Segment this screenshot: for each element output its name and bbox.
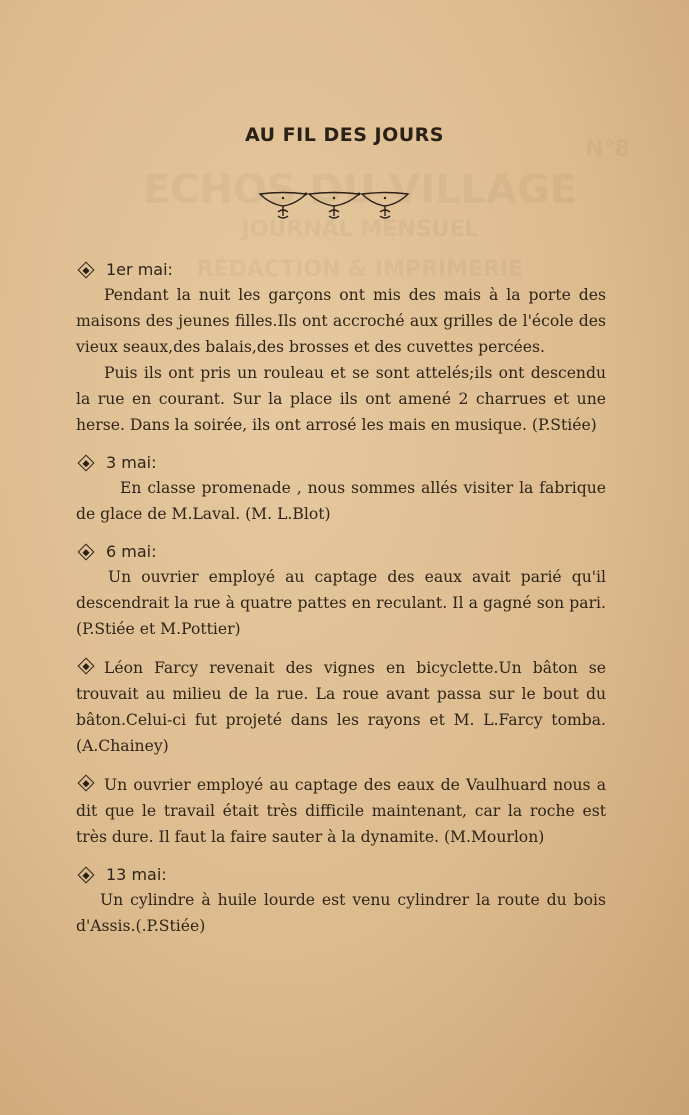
entry-paragraph: Pendant la nuit les garçons ont mis des mais à la porte des maisons des jeunes filles.Ils ont accroché aux grilles de l'école des vieux seaux,des balais,des brosses et des cuvettes percées. xyxy=(76,286,606,356)
entry-paragraph-with-bullet xyxy=(76,655,606,759)
diamond-bullet-icon xyxy=(78,455,95,472)
date-label: 1er mai: xyxy=(106,260,173,279)
entry-date xyxy=(76,451,606,475)
watermark-line: ECHOS DU VILLAGE xyxy=(142,167,578,213)
entry-paragraph: Un cylindre à huile lourde est venu cylindrer la route du bois d'Assis.(.P.Stiée) xyxy=(76,891,606,935)
diamond-bullet-icon xyxy=(78,867,95,884)
entry-6-mai xyxy=(76,540,606,642)
page-title: AU FIL DES JOURS xyxy=(245,124,444,146)
entry-13-mai xyxy=(76,863,606,939)
entry-bicyclette xyxy=(76,655,606,759)
date-label: 13 mai: xyxy=(106,865,167,884)
entry-text: Léon Farcy revenait des vignes en bicyclette.Un bâton se trouvait au milieu de la rue. La roue avant passa sur le bout du bâton.Celui-ci fut projeté dans les rayons et M. L.Farcy tomba. (A.Chainey) xyxy=(76,659,606,755)
diamond-bullet-icon xyxy=(78,544,95,561)
entry-text: Un ouvrier employé au captage des eaux de Vaulhuard nous a dit que le travail était très difficile maintenant, car la roche est très dure. Il faut la faire sauter à la dynamite. (M.Mourlon) xyxy=(76,776,606,846)
watermark-line: N°8 xyxy=(585,137,630,162)
diamond-bullet-icon xyxy=(78,262,95,279)
watermark-line: JOURNAL MENSUEL xyxy=(241,217,479,242)
entry-3-mai xyxy=(76,451,606,527)
diamond-bullet-icon xyxy=(78,775,95,792)
entry-1er-mai xyxy=(76,258,606,438)
entry-paragraph-with-bullet xyxy=(76,772,606,850)
journal-entries xyxy=(76,258,606,952)
entry-paragraph: Puis ils ont pris un rouleau et se sont attelés;ils ont descendu la rue en courant. Sur la place ils ont amené 2 charrues et une herse. Dans la soirée, ils ont arrosé les mais en musique. (P.Stiée) xyxy=(76,364,606,434)
date-label: 6 mai: xyxy=(106,542,157,561)
date-label: 3 mai: xyxy=(106,453,157,472)
diamond-bullet-icon xyxy=(78,658,95,675)
entry-date xyxy=(76,863,606,887)
watermark-line: RÉDACTION & IMPRIMERIE xyxy=(196,257,524,282)
entry-paragraph: En classe promenade , nous sommes allés visiter la fabrique de glace de M.Laval. (M. L.Blot) xyxy=(76,479,606,523)
entry-date xyxy=(76,540,606,564)
entry-captage xyxy=(76,772,606,850)
ornament-icon xyxy=(256,188,412,222)
entry-date xyxy=(76,258,606,282)
entry-paragraph: Un ouvrier employé au captage des eaux avait parié qu'il descendrait la rue à quatre pattes en reculant. Il a gagné son pari.(P.Stiée et M.Pottier) xyxy=(76,568,606,638)
